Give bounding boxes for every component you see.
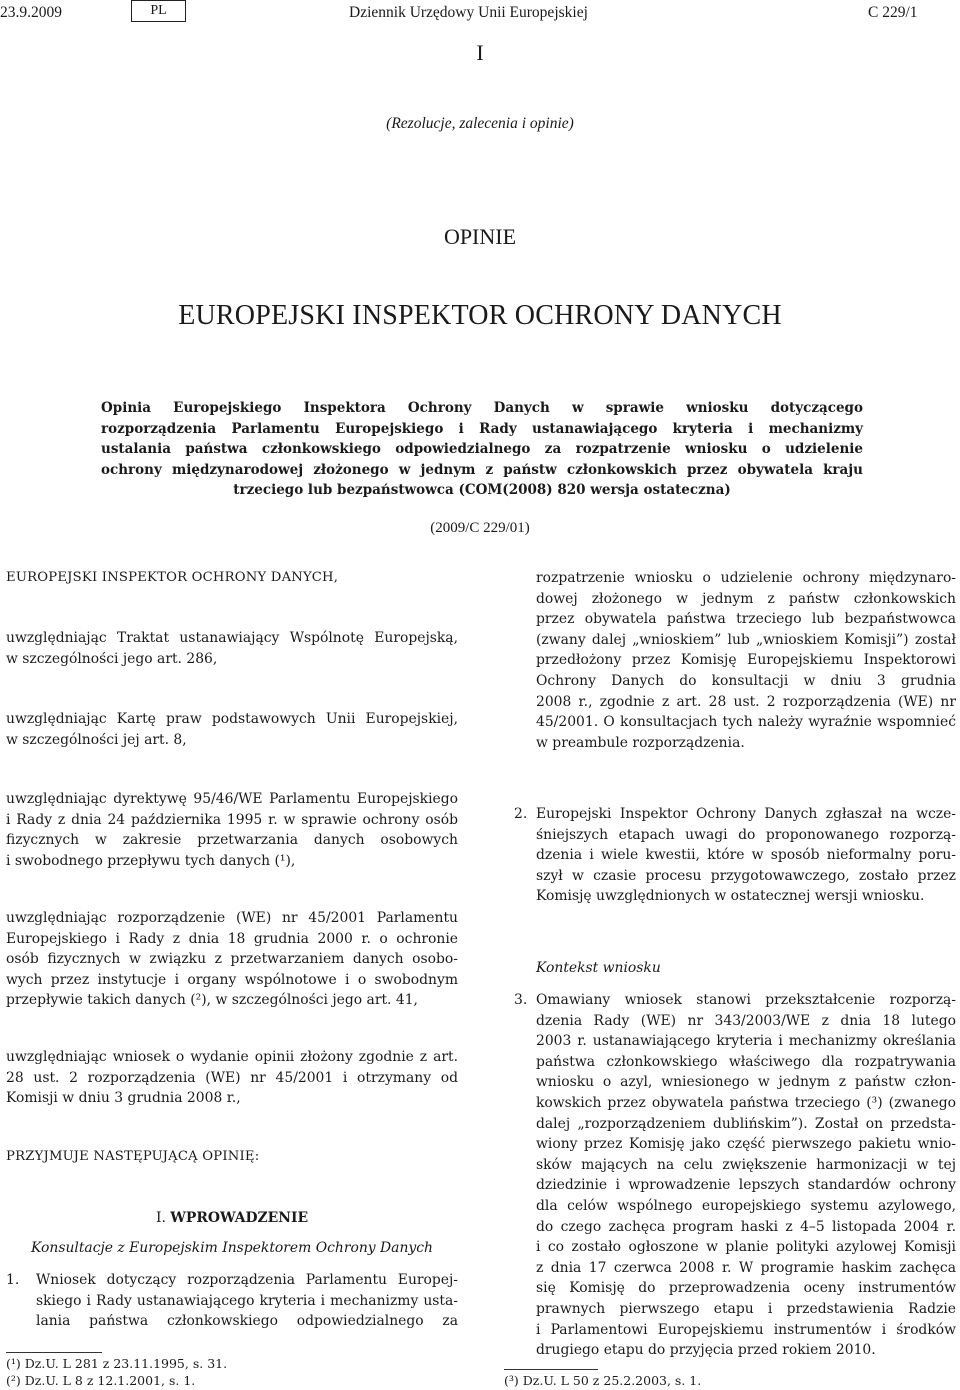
adopts-statement: PRZYJMUJE NASTĘPUJĄCĄ OPINIĘ:	[6, 1149, 260, 1164]
point2-number: 2.	[514, 806, 528, 822]
opinion-title-line: trzeciego lub bezpaństwowca (COM(2008) 820 wersja ostateczna)	[233, 482, 731, 498]
opinion-title	[101, 398, 863, 501]
issue-number: C 229/1	[868, 4, 918, 21]
footnote-divider-left	[6, 1352, 102, 1353]
language-badge: PL	[131, 0, 186, 22]
section-roman: I	[476, 40, 484, 65]
recital-author: EUROPEJSKI INSPEKTOR OCHRONY DANYCH,	[6, 570, 339, 585]
opinion-title-line: rozporządzenia Parlamentu Europejskiego i Rady ustanawiającego kryteria i mechanizmy	[101, 420, 863, 437]
footnote-2: (²) Dz.U. L 8 z 12.1.2001, s. 1.	[6, 1373, 196, 1388]
section-subtitle: (Rezolucje, zalecenia i opinie)	[386, 115, 574, 132]
footnote-3: (³) Dz.U. L 50 z 25.2.2003, s. 1.	[504, 1373, 702, 1388]
opinion-title-line: Opinia Europejskiego Inspektora Ochrony Danych w sprawie wniosku dotyczącego	[101, 400, 863, 416]
point2-text: Europejski Inspektor Ochrony Danych zgłaszał na wcze- śniejszych etapach uwagi do proponowanego rozporzą- dzenia i wiele kwestii, które w sposób nieformalny poru- szył w czasie procesu przygotowawczego, zostało przez Komisję uwzględnionych w ostatecznej wersji wniosku.	[536, 806, 956, 905]
context-subheading: Kontekst wniosku	[536, 960, 661, 976]
document-reference: (2009/C 229/01)	[430, 520, 530, 536]
institution-heading: EUROPEJSKI INSPEKTOR OCHRONY DANYCH	[178, 300, 782, 331]
footnote-divider-right	[504, 1369, 598, 1370]
category-heading: OPINIE	[443, 224, 517, 249]
footnote-1: (¹) Dz.U. L 281 z 23.11.1995, s. 31.	[6, 1356, 228, 1371]
point1-continuation: rozpatrzenie wniosku o udzielenie ochrony międzynaro- dowej złożonego w jednym z państw członkowskich przez obywatela państwa trzeciego lub bezpaństwowca (zwany dalej „wnioskiem” lub „wnioskiem Komisji”) został przedłożony przez Komisję Europejskiemu Inspektorowi Ochrony Danych do konsultacji w dniu 3 grudnia 2008 r., zgodnie z art. 28 ust. 2 rozporządzenia (WE) nr 45/2001. O konsultacjach tych należy wyraźnie wspomnieć w preambule rozporządzenia.	[536, 570, 956, 751]
point3-text: Omawiany wniosek stanowi przekształcenie rozporzą- dzenia Rady (WE) nr 343/2003/WE z dnia 18 lutego 2003 r. ustanawiającego kryteria i mechanizmy określania państwa członkowskiego właściwego dla rozpatrywania wniosku o azyl, wniesionego w jednym z państw człon- kowskich przez obywatela państwa trzeciego (³) (zwanego dalej „rozporządzeniem dublińskim”). Został on przedsta- wiony przez Komisję jako część pierwszego pakietu wnio- sków mających na celu zwiększenie harmonizacji w tej dziedzinie i wprowadzenie lepszych standardów ochrony dla celów wspólnego europejskiego systemu azylowego, do czego zachęca program haski z 4–5 listopada 2004 r. i co zostało ogłoszone w planie polityki azylowej Komisji z dnia 17 czerwca 2008 r. W programie haskim zachęca się Komisję do przeprowadzenia oceny instrumentów prawnych pierwszego etapu i przedstawienia Radzie i Parlamentowi Europejskiemu instrumentów i środków drugiego etapu do przyjęcia przed rokiem 2010.	[536, 992, 956, 1359]
recital-charter: uwzględniając Kartę praw podstawowych Unii Europejskiej, w szczególności jej art. 8,	[6, 711, 458, 748]
opinion-title-line: ustalania państwa członkowskiego odpowiedzialnego za rozpatrzenie wniosku o udzielenie	[101, 441, 863, 457]
journal-name: Dziennik Urzędowy Unii Europejskiej	[349, 4, 588, 21]
recital-treaty: uwzględniając Traktat ustanawiający Wspólnotę Europejską, w szczególności jego art. 286,	[6, 630, 458, 667]
recital-request: uwzględniając wniosek o wydanie opinii złożony zgodnie z art. 28 ust. 2 rozporządzenia (WE) nr 45/2001 i otrzymany od Komisji w dniu 3 grudnia 2008 r.,	[6, 1049, 458, 1107]
recital-directive: uwzględniając dyrektywę 95/46/WE Parlamentu Europejskiego i Rady z dnia 24 października 1995 r. w sprawie ochrony osób fizycznych w zakresie przetwarzania danych osobowych i swobodnego przepływu tych danych (¹),	[6, 791, 458, 869]
recital-regulation: uwzględniając rozporządzenie (WE) nr 45/2001 Parlamentu Europejskiego i Rady z dnia 18 grudnia 2000 r. o ochronie osób fizycznych w związku z przetwarzaniem danych osobo- wych przez instytucje i organy wspólnotowe i o swobodnym przepływie takich danych (²), w szczególności jego art. 41,	[6, 910, 458, 1009]
consultation-subheading: Konsultacje z Europejskim Inspektorem Ochrony Danych	[31, 1240, 433, 1256]
section-heading: I. WPROWADZENIE	[155, 1210, 309, 1226]
opinion-title-line: ochrony międzynarodowej złożonego w jednym z państw członkowskich przez obywatela kraju	[101, 461, 863, 478]
publication-date: 23.9.2009	[0, 4, 62, 21]
point3-number: 3.	[514, 992, 528, 1008]
point1-number: 1.	[6, 1272, 20, 1288]
point1-text: Wniosek dotyczący rozporządzenia Parlamentu Europej- skiego i Rady ustanawiającego kryteria i mechanizmy usta- lania państwa członkowskiego odpowiedzialnego za	[36, 1272, 458, 1330]
